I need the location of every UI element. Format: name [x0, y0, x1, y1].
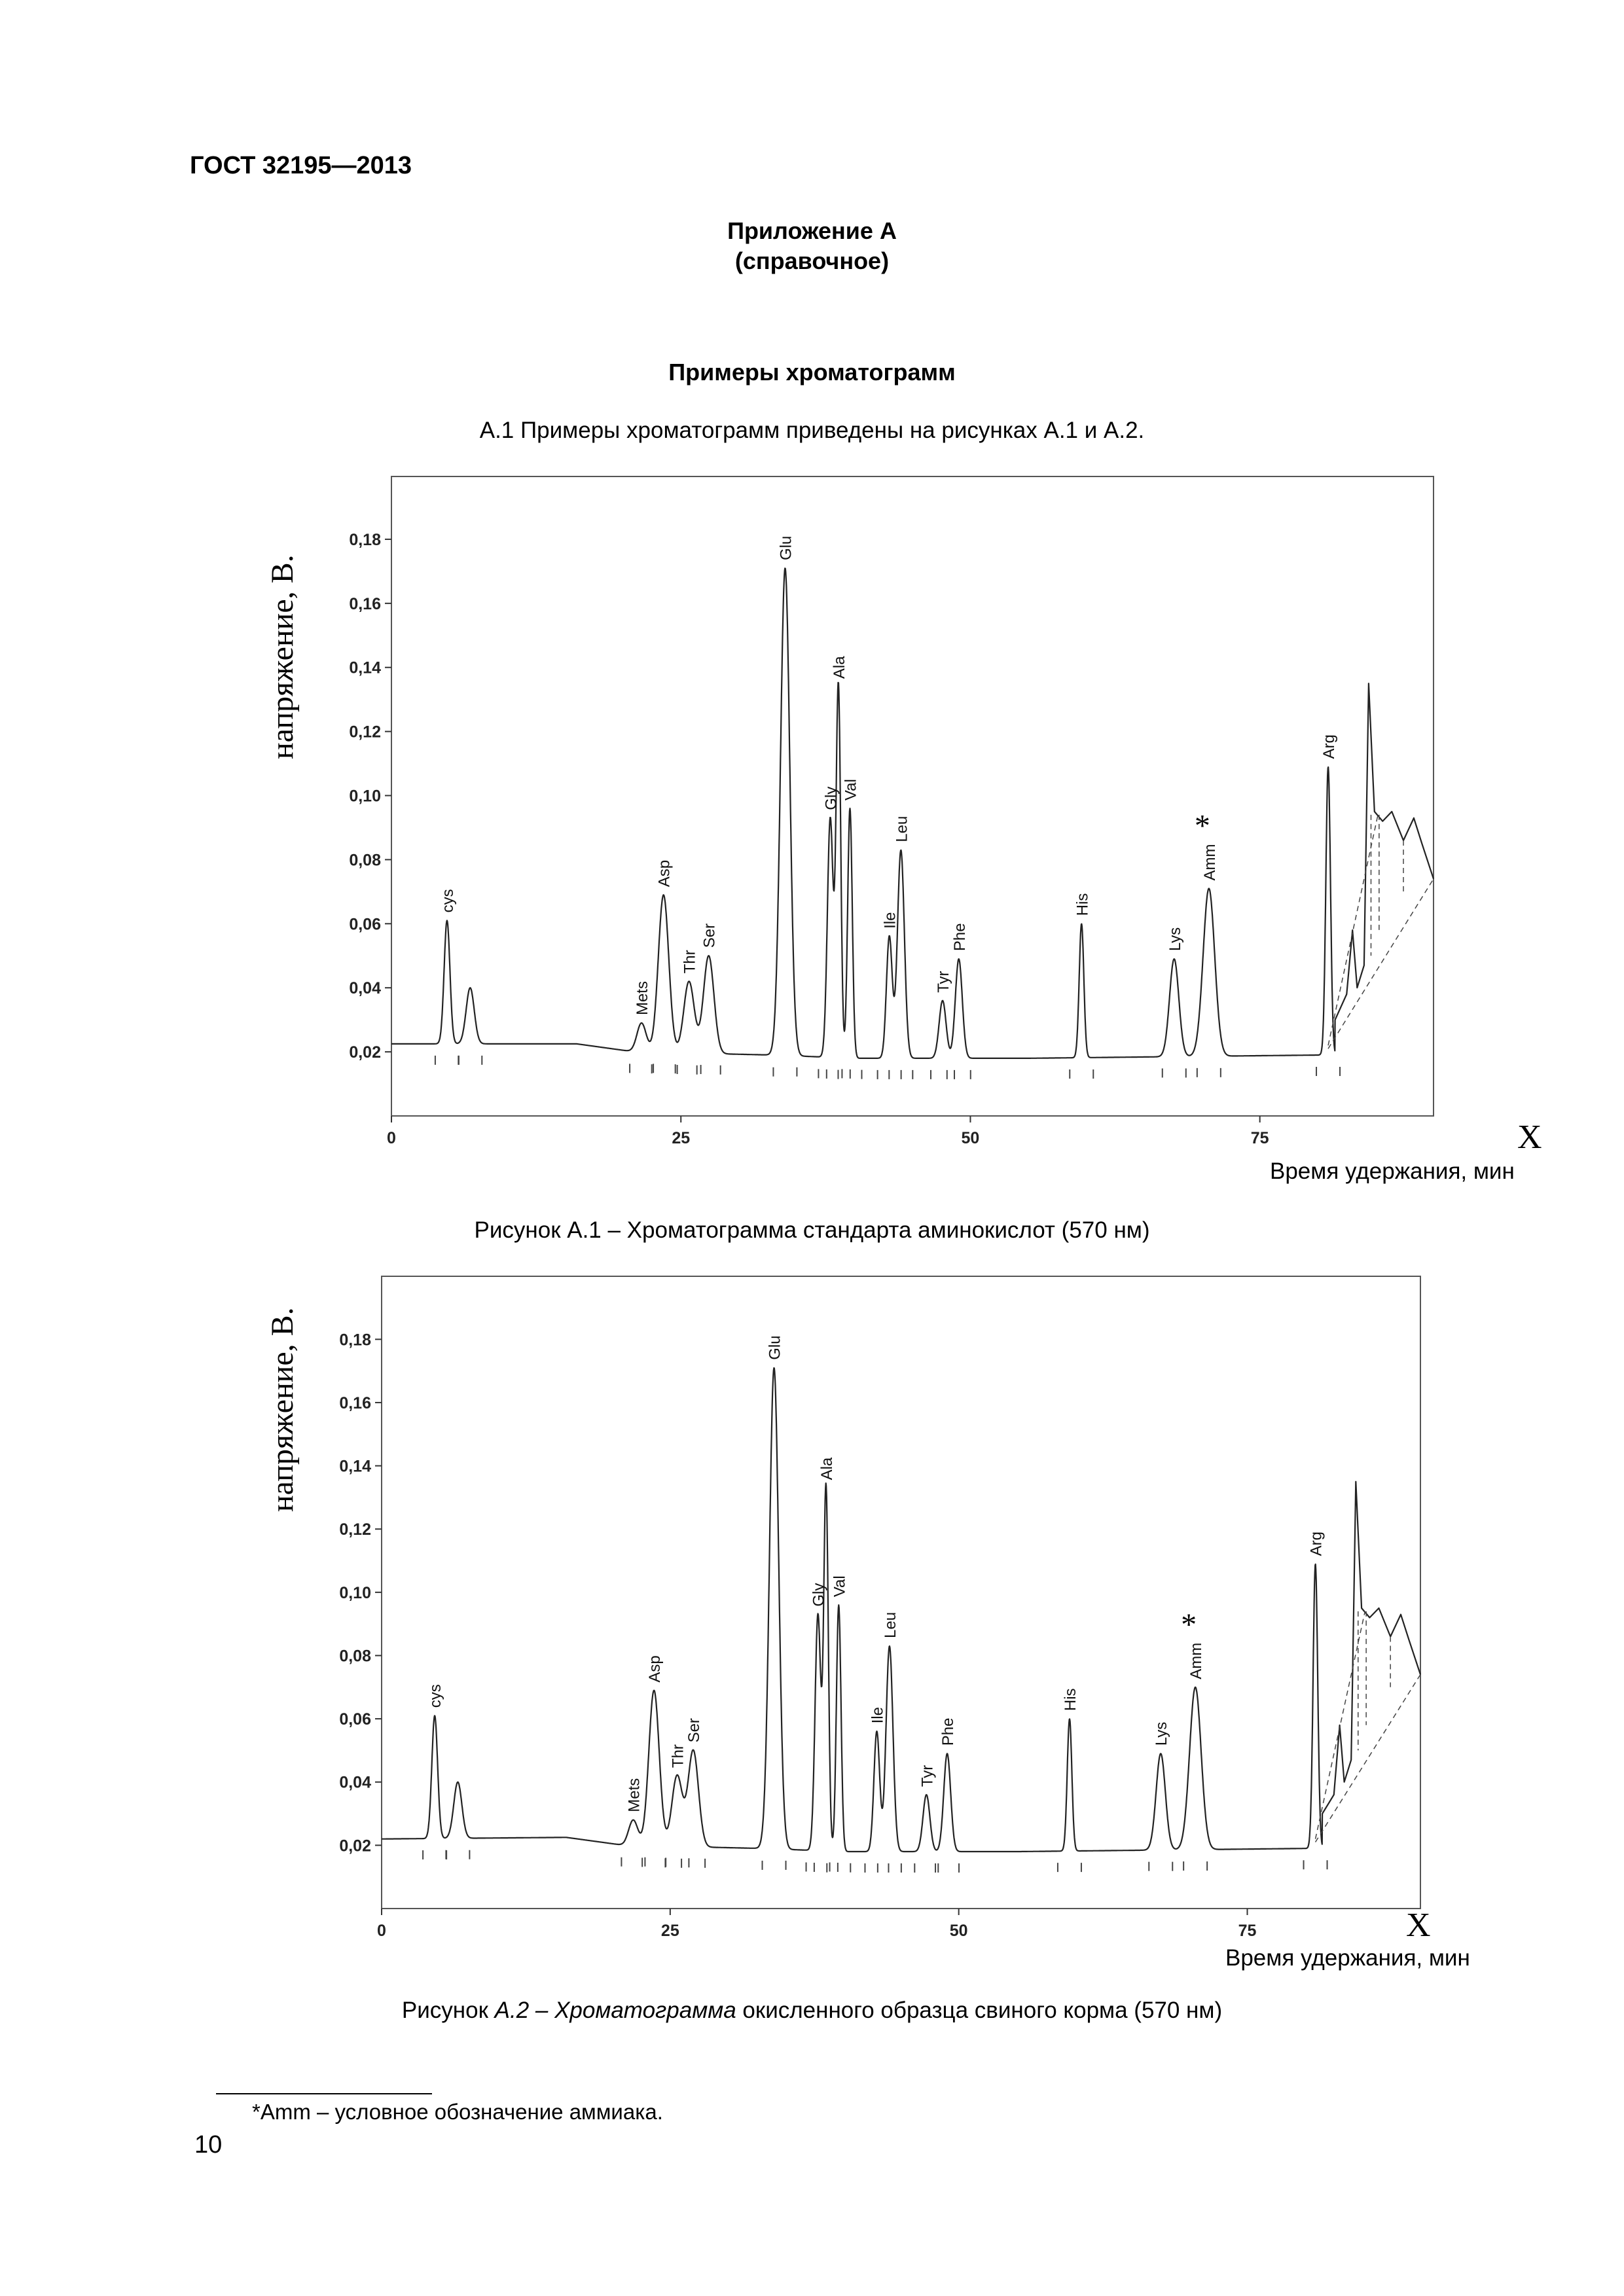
figure2-ytick-label: 0,04 — [339, 1773, 371, 1792]
intro-paragraph: А.1 Примеры хроматограмм приведены на рисунках А.1 и А.2. — [479, 418, 1145, 443]
figure1-peak-label: Thr — [681, 950, 699, 974]
figure1-xtick-label: 50 — [961, 1129, 980, 1147]
figure1-ytick-label: 0,18 — [349, 530, 381, 549]
figure1-ytick-label: 0,02 — [349, 1043, 381, 1062]
figure1-peak-label: Gly — [822, 786, 840, 810]
section-title: Примеры хроматограмм — [668, 359, 956, 386]
figure1-peak-label: Ile — [881, 912, 899, 929]
figure2-peak-label: Lys — [1153, 1721, 1171, 1746]
figure2-caption — [0, 1998, 1624, 2024]
figure2-peak-marker: * — [1181, 1607, 1197, 1642]
figure2-xtick-label: 0 — [377, 1922, 386, 1940]
figure1-plot-frame — [391, 476, 1434, 1116]
figure1-ytick-label: 0,08 — [349, 851, 381, 870]
figure2-peak-label: Tyr — [918, 1765, 937, 1787]
figure1-peak-label: Glu — [777, 535, 795, 560]
figure1-integration-line — [1328, 879, 1434, 1049]
figure2-peak-label: Ser — [685, 1718, 704, 1743]
figure2-peak-label: cys — [427, 1684, 445, 1708]
figure2-x-axis-title: Время удержания, мин — [1225, 1945, 1470, 1971]
figure1-peak-label: Leu — [893, 816, 911, 842]
figure2-ytick-label: 0,06 — [339, 1710, 371, 1729]
figure1-peak-marker: * — [1194, 808, 1210, 844]
figure1-caption: Рисунок А.1 – Хроматограмма стандарта аминокислот (570 нм) — [474, 1217, 1150, 1243]
figure2-peak-label: Arg — [1307, 1531, 1326, 1556]
figure1-ytick-label: 0,14 — [349, 658, 381, 677]
figure2-peak-label: Thr — [669, 1744, 687, 1768]
figure1-ytick-label: 0,06 — [349, 915, 381, 934]
footnote-separator — [216, 2093, 432, 2094]
figure2-ytick-label: 0,10 — [339, 1583, 371, 1602]
figure1-y-axis-title: напряжение, В. — [265, 554, 300, 759]
figure2-signal-trace — [382, 1368, 1420, 1852]
figure1-chromatogram — [0, 458, 1624, 1244]
figure2-integration-line — [1316, 1674, 1420, 1842]
figure2-plot-frame — [382, 1276, 1420, 1909]
figure2-peak-label: Ala — [818, 1457, 836, 1480]
figure2-xtick-label: 25 — [660, 1922, 679, 1940]
figure2-caption-prefix: Рисунок — [401, 1998, 495, 2023]
figure2-ytick-label: 0,08 — [339, 1647, 371, 1666]
figure1-peak-label: His — [1074, 893, 1092, 916]
figure2-ytick-label: 0,18 — [339, 1331, 371, 1350]
figure2-peak-label: Leu — [881, 1611, 899, 1638]
document-code: ГОСТ 32195—2013 — [190, 152, 412, 179]
figure2-peak-label: Asp — [646, 1655, 664, 1683]
figure2-peak-label: Amm — [1187, 1642, 1206, 1679]
figure1-ytick-label: 0,16 — [349, 594, 381, 613]
figure2-xtick-label: 50 — [949, 1922, 968, 1940]
figure1-peak-label: Amm — [1200, 844, 1219, 881]
figure1-peak-label: Val — [842, 779, 860, 801]
figure2-caption-italic: А.2 – Хроматограмма — [494, 1998, 736, 2023]
appendix-title: Приложение А — [727, 217, 897, 244]
figure2-ytick-label: 0,12 — [339, 1520, 371, 1539]
appendix-subtitle: (справочное) — [734, 247, 890, 274]
figure2-chromatogram — [0, 1263, 1624, 2016]
figure2-peak-label: Phe — [939, 1717, 958, 1746]
figure1-xtick-label: 75 — [1250, 1129, 1269, 1147]
figure1-peak-label: Ser — [700, 923, 719, 948]
figure1-ytick-label: 0,12 — [349, 723, 381, 742]
figure2-xtick-label: 75 — [1238, 1922, 1257, 1940]
figure1-xtick-label: 25 — [672, 1129, 691, 1147]
figure2-peak-label: Val — [831, 1575, 849, 1598]
appendix-heading — [0, 216, 1624, 276]
figure1-x-axis-letter: X — [1517, 1119, 1542, 1156]
figure1-peak-label: Asp — [655, 859, 674, 888]
figure2-ytick-label: 0,02 — [339, 1837, 371, 1856]
figure1-peak-label: cys — [439, 889, 457, 913]
figure2-y-axis-title: напряжение, В. — [265, 1307, 300, 1512]
figure1-signal-trace — [391, 568, 1434, 1058]
figure1-peak-label: Lys — [1166, 927, 1184, 952]
figure1-x-axis-title: Время удержания, мин — [1270, 1158, 1515, 1184]
figure2-ytick-label: 0,14 — [339, 1457, 371, 1476]
figure1-peak-label: Tyr — [934, 971, 952, 993]
figure1-peak-label: Mets — [634, 981, 652, 1016]
figure2-peak-label: Gly — [810, 1583, 828, 1607]
figure1-ytick-label: 0,04 — [349, 979, 381, 998]
page-number: 10 — [194, 2131, 223, 2159]
figure2-ytick-label: 0,16 — [339, 1393, 371, 1412]
figure2-peak-label: His — [1061, 1688, 1079, 1712]
figure2-caption-suffix: окисленного образца свиного корма (570 нм) — [736, 1998, 1223, 2023]
figure2-x-axis-letter: X — [1406, 1907, 1431, 1944]
figure1-xtick-label: 0 — [387, 1129, 396, 1147]
figure2-peak-label: Mets — [625, 1778, 643, 1812]
figure2-peak-label: Glu — [766, 1335, 784, 1360]
figure2-peak-label: Ile — [869, 1707, 887, 1724]
footnote: *Amm – условное обозначение аммиака. — [252, 2100, 663, 2124]
figure1-peak-label: Phe — [950, 923, 969, 952]
figure1-ytick-label: 0,10 — [349, 787, 381, 806]
figure1-peak-label: Ala — [830, 656, 848, 679]
figure1-peak-label: Arg — [1320, 734, 1339, 759]
